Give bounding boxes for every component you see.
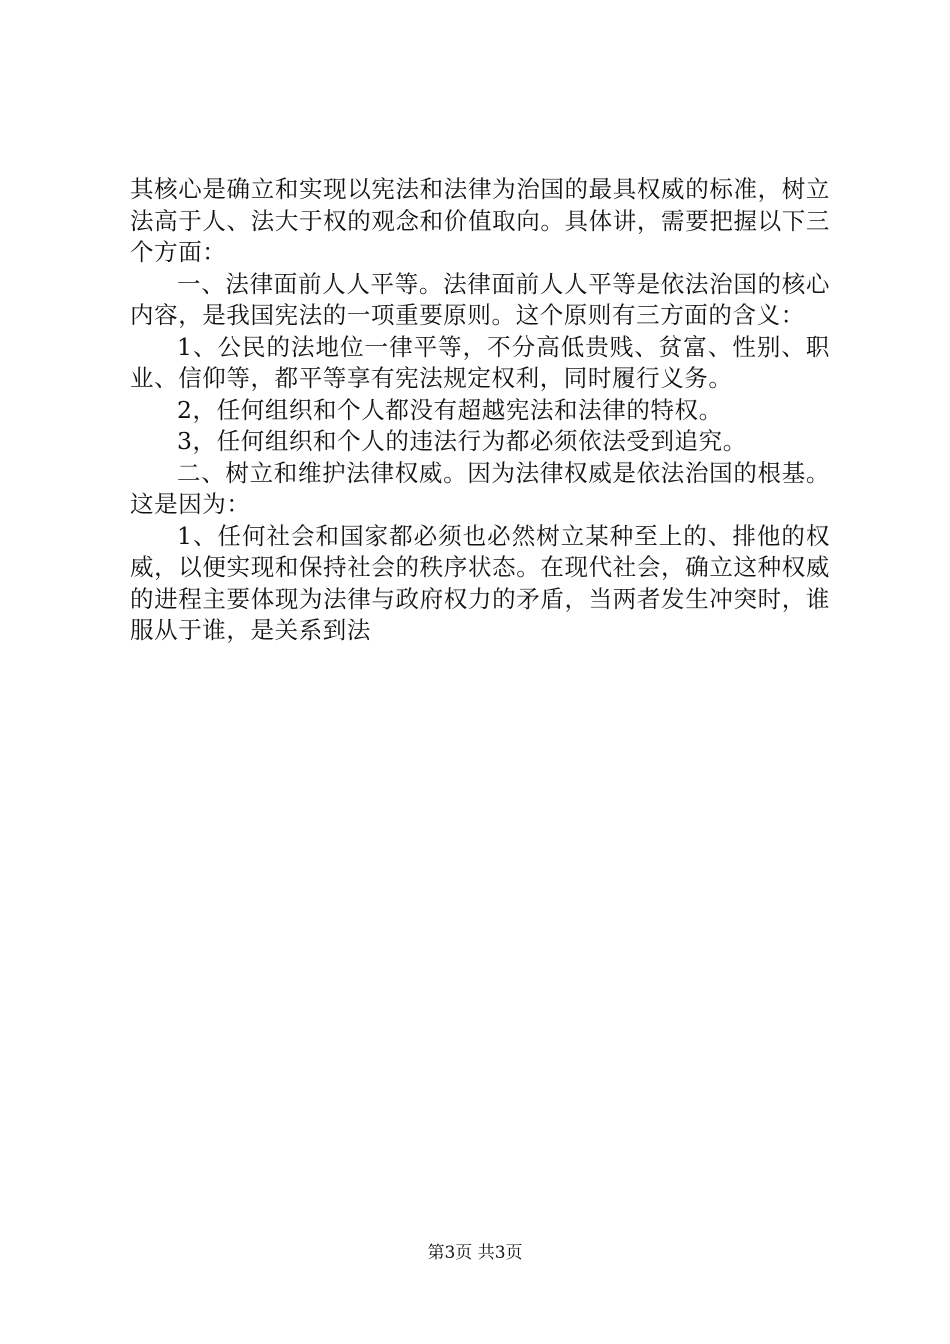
paragraph-point-2: 2，任何组织和个人都没有超越宪法和法律的特权。 (177, 395, 723, 424)
paragraph-section-one: 一、法律面前人人平等。法律面前人人平等是依法治国的核心内容，是我国宪法的一项重要原则。这个原则有三方面的含义： (130, 269, 830, 329)
page-footer: 第3页 共3页 (427, 1243, 523, 1263)
paragraph-intro: 其核心是确立和实现以宪法和法律为治国的最具权威的标准，树立法高于人、法大于权的观念和价值取向。具体讲，需要把握以下三个方面： (130, 175, 830, 266)
document-body (130, 174, 830, 647)
paragraph-section-two-point-1: 1、任何社会和国家都必须也必然树立某种至上的、排他的权威，以便实现和保持社会的秩序状态。在现代社会，确立这种权威的进程主要体现为法律与政府权力的矛盾，当两者发生冲突时，谁服从于谁，是关系到法 (130, 521, 830, 644)
paragraph-point-1: 1、公民的法地位一律平等，不分高低贵贱、贫富、性别、职业、信仰等，都平等享有宪法规定权利，同时履行义务。 (130, 332, 830, 392)
paragraph-section-two: 二、树立和维护法律权威。因为法律权威是依法治国的根基。这是因为： (130, 458, 830, 518)
paragraph-point-3: 3，任何组织和个人的违法行为都必须依法受到追究。 (177, 427, 747, 455)
